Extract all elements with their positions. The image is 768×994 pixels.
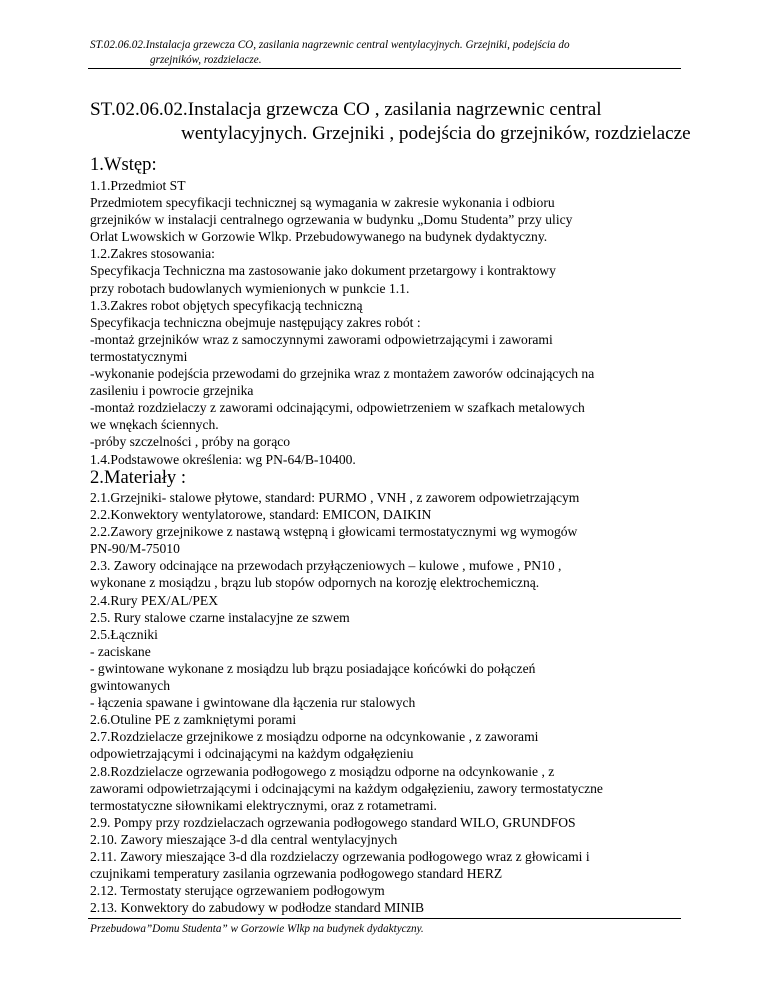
- text-line: -montaż grzejników wraz z samoczynnymi zaworami odpowietrzającymi i zaworami: [90, 331, 553, 347]
- header-divider: [88, 68, 681, 69]
- text-line: 2.7.Rozdzielacze grzejnikowe z mosiądzu odporne na odcynkowanie , z zaworami: [90, 729, 539, 745]
- text-line: Specyfikacja techniczna obejmuje następujący zakres robót :: [90, 314, 421, 330]
- text-line: 2.4.Rury PEX/AL/PEX: [90, 592, 219, 608]
- text-line: 1.4.Podstawowe określenia: wg PN-64/B-10400.: [90, 451, 356, 467]
- text-line: termostatycznymi: [90, 348, 188, 364]
- text-line: 2.6.Otuline PE z zamkniętymi porami: [90, 712, 297, 728]
- section-1-body: [90, 177, 690, 468]
- text-line: Przedmiotem specyfikacji technicznej są wymagania w zakresie wykonania i odbioru: [90, 195, 555, 211]
- page-header: [90, 38, 680, 68]
- text-line: 1.3.Zakres robot objętych specyfikacją techniczną: [90, 297, 363, 313]
- text-line: odpowietrzającymi i odcinającymi na każdym odgałęzieniu: [90, 746, 414, 762]
- text-line: Orlat Lwowskich w Gorzowie Wlkp. Przebudowywanego na budynek dydaktyczny.: [90, 229, 548, 245]
- text-line: gwintowanych: [90, 678, 171, 694]
- text-line: 2.2.Konwektory wentylatorowe, standard: EMICON, DAIKIN: [90, 507, 432, 523]
- text-line: Specyfikacja Techniczna ma zastosowanie jako dokument przetargowy i kontraktowy: [90, 263, 556, 279]
- text-line: we wnękach ściennych.: [90, 417, 219, 433]
- text-line: PN-90/M-75010: [90, 541, 180, 557]
- text-line: wykonane z mosiądzu , brązu lub stopów odpornych na korozję elektrochemiczną.: [90, 575, 540, 591]
- section-1-heading: 1.Wstęp:: [90, 154, 157, 175]
- text-line: grzejników w instalacji centralnego ogrzewania w budynku „Domu Studenta” przy ulicy: [90, 212, 573, 228]
- header-line-2: grzejników, rozdzielacze.: [150, 54, 262, 66]
- text-line: -próby szczelności , próby na gorąco: [90, 434, 291, 450]
- text-line: 1.2.Zakres stosowania:: [90, 246, 215, 262]
- text-line: 1.1.Przedmiot ST: [90, 178, 186, 193]
- text-line: 2.3. Zawory odcinające na przewodach przyłączeniowych – kulowe , mufowe , PN10 ,: [90, 558, 562, 574]
- text-line: - gwintowane wykonane z mosiądzu lub brązu posiadające końcówki do połączeń: [90, 660, 536, 676]
- section-2-heading: 2.Materiały :: [90, 467, 187, 488]
- text-line: 2.1.Grzejniki- stalowe płytowe, standard: PURMO , VNH , z zaworem odpowietrzającym: [90, 490, 580, 505]
- text-line: - zaciskane: [90, 643, 151, 659]
- text-line: 2.12. Termostaty sterujące ogrzewaniem podłogowym: [90, 883, 385, 899]
- text-line: przy robotach budowlanych wymienionych w punkcie 1.1.: [90, 280, 410, 296]
- text-line: 2.5.Łączniki: [90, 626, 158, 642]
- text-line: 2.8.Rozdzielacze ogrzewania podłogowego z mosiądzu odporne na odcynkowanie , z: [90, 763, 555, 779]
- text-line: - łączenia spawane i gwintowane dla łączenia rur stalowych: [90, 695, 416, 711]
- text-line: termostatyczne siłownikami elektrycznymi, oraz z rotametrami.: [90, 797, 437, 813]
- text-line: 2.11. Zawory mieszające 3-d dla rozdzielaczy ogrzewania podłogowego wraz z głowicami i: [90, 848, 590, 864]
- text-line: 2.5. Rury stalowe czarne instalacyjne ze szwem: [90, 609, 350, 625]
- title-line-2: wentylacyjnych. Grzejniki , podejścia do grzejników, rozdzielacze: [181, 123, 691, 144]
- text-line: czujnikami temperatury zasilania ogrzewania podłogowego standard HERZ: [90, 866, 503, 882]
- text-line: 2.2.Zawory grzejnikowe z nastawą wstępną i głowicami termostatycznymi wg wymogów: [90, 524, 578, 540]
- text-line: zaworami odpowietrzającymi i odcinającymi na każdym odgałęzieniu, zawory termostatyczne: [90, 780, 603, 796]
- text-line: -wykonanie podejścia przewodami do grzejnika wraz z montażem zaworów odcinających na: [90, 366, 595, 382]
- page-footer: Przebudowa”Domu Studenta” w Gorzowie Wlkp na budynek dydaktyczny.: [90, 923, 424, 935]
- text-line: 2.10. Zawory mieszające 3-d dla central wentylacyjnych: [90, 831, 398, 847]
- header-line-1: ST.02.06.02.Instalacja grzewcza CO, zasilania nagrzewnic central wentylacyjnych. Grzejniki, podejścia do: [90, 39, 570, 51]
- text-line: -montaż rozdzielaczy z zaworami odcinającymi, odpowietrzeniem w szafkach metalowych: [90, 400, 585, 416]
- section-2-body: [90, 489, 690, 916]
- text-line: 2.13. Konwektory do zabudowy w podłodze standard MINIB: [90, 900, 425, 916]
- footer-divider: [88, 918, 681, 919]
- title-line-1: ST.02.06.02.Instalacja grzewcza CO , zasilania nagrzewnic central: [90, 99, 602, 120]
- document-title: [90, 98, 710, 146]
- text-line: zasileniu i powrocie grzejnika: [90, 383, 254, 399]
- text-line: 2.9. Pompy przy rozdzielaczach ogrzewania podłogowego standard WILO, GRUNDFOS: [90, 814, 576, 830]
